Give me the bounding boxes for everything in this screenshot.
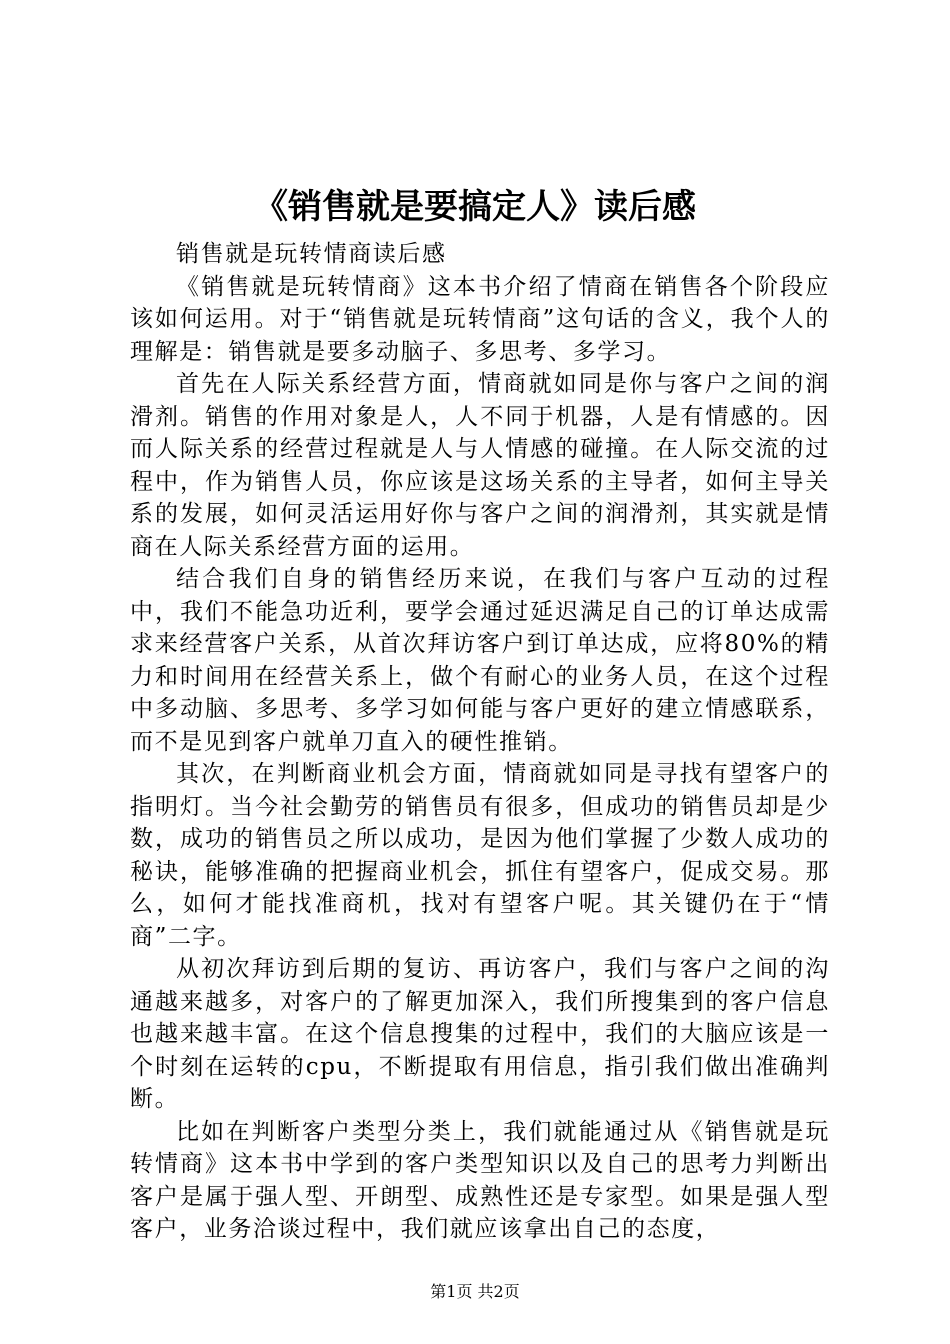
paragraph: 结合我们自身的销售经历来说，在我们与客户互动的过程中，我们不能急功近利，要学会通过延迟满足自己的订单达成需求来经营客户关系，从首次拜访客户到订单达成，应将80%的精力和时间用在经营关系上，做个有耐心的业务人员，在这个过程中多动脑、多思考、多学习如何能与客户更好的建立情感联系，而不是见到客户就单刀直入的硬性推销。: [130, 566, 830, 755]
page-footer: 第1页 共2页: [430, 1282, 520, 1301]
paragraph: 销售就是玩转情商读后感: [176, 241, 447, 267]
paragraph: 从初次拜访到后期的复访、再访客户，我们与客户之间的沟通越来越多，对客户的了解更加深入，我们所搜集到的客户信息也越来越丰富。在这个信息搜集的过程中，我们的大脑应该是一个时刻在运转的cpu，不断提取有用信息，指引我们做出准确判断。: [130, 956, 830, 1112]
paragraph: 《销售就是玩转情商》这本书介绍了情商在销售各个阶段应该如何运用。对于“销售就是玩转情商”这句话的含义，我个人的理解是：销售就是要多动脑子、多思考、多学习。: [130, 273, 830, 365]
paragraph: 首先在人际关系经营方面，情商就如同是你与客户之间的润滑剂。销售的作用对象是人，人不同于机器，人是有情感的。因而人际关系的经营过程就是人与人情感的碰撞。在人际交流的过程中，作为销售人员，你应该是这场关系的主导者，如何主导关系的发展，如何灵活运用好你与客户之间的润滑剂，其实就是情商在人际关系经营方面的运用。: [130, 371, 830, 560]
paragraph: 其次，在判断商业机会方面，情商就如同是寻找有望客户的指明灯。当今社会勤劳的销售员有很多，但成功的销售员却是少数，成功的销售员之所以成功，是因为他们掌握了少数人成功的秘诀，能够准确的把握商业机会，抓住有望客户，促成交易。那么，如何才能找准商机，找对有望客户呢。其关键仍在于“情商”二字。: [130, 761, 830, 950]
page-title: 《销售就是要搞定人》读后感: [254, 187, 696, 227]
document-body: [130, 238, 830, 1246]
paragraph: 比如在判断客户类型分类上，我们就能通过从《销售就是玩转情商》这本书中学到的客户类型知识以及自己的思考力判断出客户是属于强人型、开朗型、成熟性还是专家型。如果是强人型客户，业务洽谈过程中，我们就应该拿出自己的态度，: [130, 1118, 830, 1242]
